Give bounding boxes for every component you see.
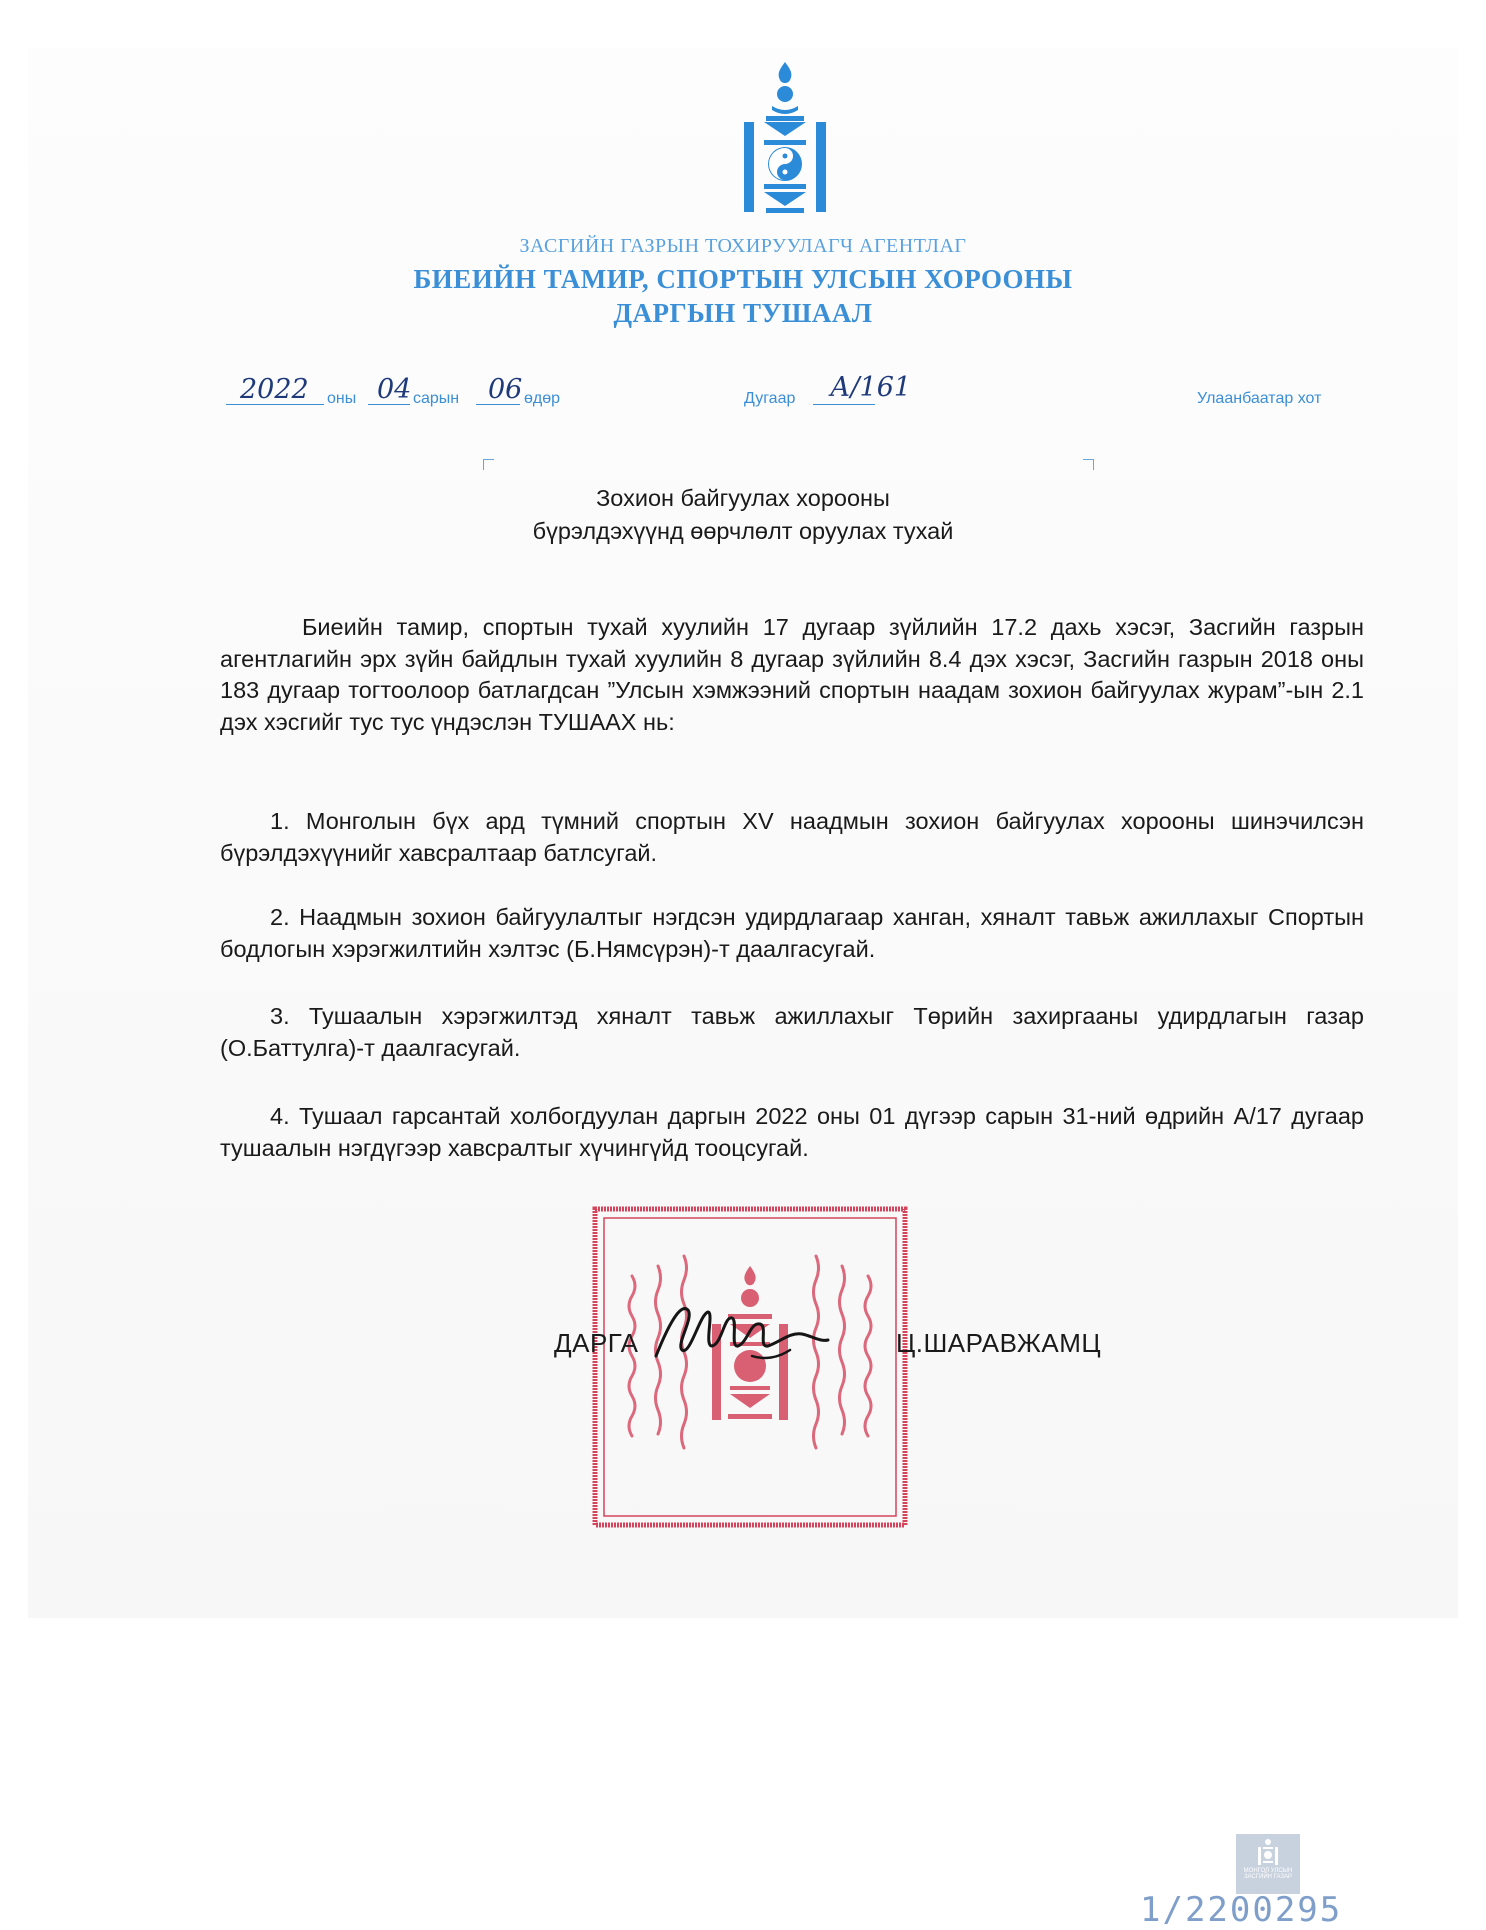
month-label: сарын [413,390,460,407]
order-title: ДАРГЫН ТУШААЛ [613,298,873,328]
preamble-paragraph: Биеийн тамир, спортын тухай хуулийн 17 дугаар зүйлийн 17.2 дахь хэсэг, Засгийн газрын агентлагийн эрх зүйн байдлын тухай хуулийн 8 дугаар зүйлийн 8.4 дэх хэсэг, Засгийн газрын 2018 оны 183 дугаар тогтоолоор батлагдсан ”Улсын хэмжээний спортын наадам зохион байгуулах журам”-ын 2.1 дэх хэсгийг тус тус үндэслэн ТУШААХ нь: [220,614,1364,735]
year-underline [226,404,324,405]
order-number: А/161 [830,372,912,403]
document-serial: 1/2200295 [1140,1890,1343,1930]
day-label: өдөр [524,390,561,407]
meta-row [0,374,1486,414]
day-value: 06 [488,374,523,405]
city-label: Улаанбаатар хот [1197,390,1322,407]
day-underline [476,404,520,405]
number-label: Дугаар [744,390,796,407]
corner-mark-right [1083,459,1094,470]
order-item-4: 4. Тушаал гарсантай холбогдуулан даргын 2022 оны 01 дүгээр сарын 31-ний өдрийн А/17 дугаар тушаалын нэгдүгээр хавсралтыг хүчингүйд тооцсугай. [220,1103,1364,1161]
number-underline [813,404,875,405]
soyombo-small-icon [1258,1838,1278,1866]
order-item-1: 1. Монголын бүх ард түмний спортын XV наадмын зохион байгуулах хорооны шинэчилсэн бүрэлдэхүүнийг хавсралтаар батлсугай. [220,808,1364,866]
soyombo-emblem-icon [744,60,826,216]
subject-line-1: Зохион байгуулах хорооны [596,485,890,511]
signatory-name: Ц.ШАРАВЖАМЦ [896,1328,1102,1358]
order-item-2: 2. Наадмын зохион байгуулалтыг нэгдсэн удирдлагаар ханган, хяналт тавьж ажиллахыг Спортын бодлогын хэрэгжилтийн хэлтэс (Б.Нямсүрэн)-т даалгасугай. [220,904,1364,962]
subject-line-2: бүрэлдэхүүнд өөрчлөлт оруулах тухай [532,518,954,544]
agency-name: ЗАСГИЙН ГАЗРЫН ТОХИРУУЛАГЧ АГЕНТЛАГ [519,235,967,257]
government-logo [1236,1834,1300,1894]
signatory-title: ДАРГА [554,1328,639,1358]
committee-name: БИЕИЙН ТАМИР, СПОРТЫН УЛСЫН ХОРООНЫ [413,264,1073,294]
year-value: 2022 [240,374,309,405]
month-underline [368,404,410,405]
handwritten-signature [652,1296,830,1370]
order-item-3: 3. Тушаалын хэрэгжилтэд хяналт тавьж ажиллахыг Төрийн захиргааны удирдлагын газар (О.Баттулга)-т даалгасугай. [220,1003,1364,1061]
month-value: 04 [377,374,412,405]
corner-mark-left [483,459,494,470]
logo-caption: МОНГОЛ УЛСЫН ЗАСГИЙН ГАЗАР [1243,1868,1293,1880]
year-label: оны [327,390,357,407]
